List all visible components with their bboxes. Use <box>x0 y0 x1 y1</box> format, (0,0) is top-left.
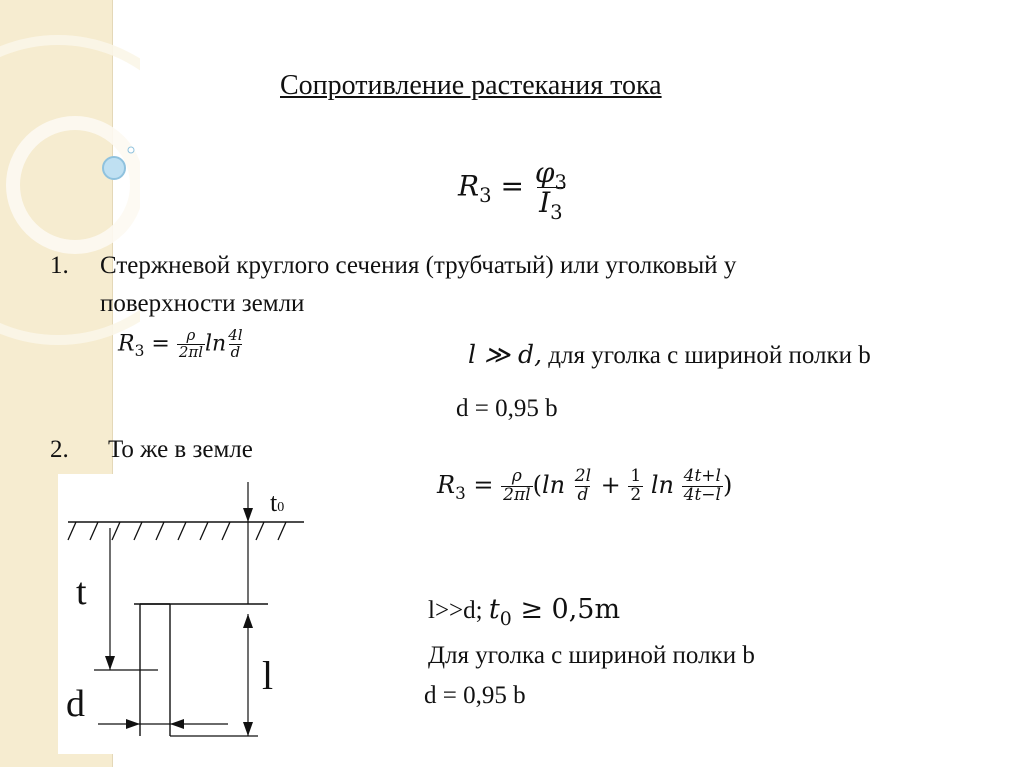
item-2-formula-ln2-num: 4t+l <box>683 466 721 486</box>
item-1-condition <box>468 340 871 370</box>
item-1-formula-num: ρ <box>186 326 196 344</box>
item-2-note-line2: d = 0,95 b <box>424 682 526 709</box>
ground-hatching <box>68 522 286 540</box>
item-1-formula-ln-den: d <box>230 342 241 361</box>
item-1-formula-lhs: R <box>118 331 135 357</box>
item-1-formula-den: 2πl <box>178 342 204 361</box>
main-formula-lhs-sub: 3 <box>479 184 492 208</box>
item-2-formula <box>437 468 732 505</box>
main-formula-num-sub: 3 <box>554 170 567 194</box>
item-2-condition <box>428 594 621 630</box>
item-2-formula-lhs: R <box>437 470 456 499</box>
item-2-formula-ln1: ln <box>541 470 566 499</box>
t-arrow-icon <box>105 656 115 670</box>
item-1-formula-fraction <box>177 328 205 361</box>
item-2-formula-ln2-den: 4t−l <box>683 484 721 505</box>
item-2-formula-num: ρ <box>511 466 522 486</box>
item-2-note-line1: Для уголка с шириной полки b <box>428 642 755 669</box>
item-2-formula-ln1-num: 2l <box>574 466 592 486</box>
item-2-formula-open-paren: ( <box>532 470 542 499</box>
label-t0: t0 <box>270 488 285 517</box>
d-arrow-left-icon <box>126 719 140 729</box>
item-2-condition-var: t <box>488 594 500 625</box>
item-2-text: То же в земле <box>108 436 253 463</box>
electrode-diagram-svg <box>58 474 304 754</box>
item-2-condition-prefix: l>>d; <box>428 597 483 624</box>
item-2-formula-half <box>628 468 643 505</box>
main-formula-fraction <box>533 156 569 225</box>
item-2-formula-half-num: 1 <box>630 466 642 486</box>
main-formula-lhs: R <box>458 169 480 203</box>
item-2-formula-eq: = <box>473 470 494 499</box>
item-1-text-line2: поверхности земли <box>100 290 305 317</box>
item-2-formula-close-paren: ) <box>723 470 733 499</box>
item-2-formula-ln2-fraction <box>682 468 723 505</box>
l-arrow-top-icon <box>243 614 253 628</box>
item-2-formula-ln2: ln <box>650 470 675 499</box>
item-2-formula-half-den: 2 <box>630 484 642 505</box>
item-2-formula-plus: + <box>600 470 621 499</box>
item-1-note: d = 0,95 b <box>456 395 558 422</box>
item-1-condition-text: для уголка с шириной полки b <box>548 342 871 369</box>
label-l: l <box>262 653 274 698</box>
main-formula-den: I <box>539 186 551 220</box>
item-2-condition-rest: ≥ 0,5m <box>520 594 621 625</box>
item-2-formula-lhs-sub: 3 <box>455 482 466 503</box>
label-t: t <box>76 571 87 613</box>
main-formula: $R_3$ = $\frac{\varphi_3}{I_3}$ <box>458 156 567 225</box>
item-1-formula-ln-fraction <box>226 328 244 361</box>
item-1-formula-ln-num: 4l <box>228 326 243 344</box>
item-1-formula-lhs-sub: 3 <box>134 341 145 360</box>
item-1-formula-ln: ln <box>205 331 227 357</box>
slide-title: Сопротивление растекания тока <box>280 70 662 101</box>
main-formula-den-sub: 3 <box>550 201 563 225</box>
item-1-number: 1. <box>50 252 69 279</box>
item-1-text-line1: Стержневой круглого сечения (трубчатый) или уголковый у <box>100 252 737 279</box>
item-2-condition-var-sub: 0 <box>499 607 512 630</box>
bubble-small-icon <box>128 147 134 153</box>
item-2-formula-ln1-den: d <box>577 484 589 505</box>
item-1-formula <box>118 328 245 361</box>
t0-arrow-icon <box>243 508 253 522</box>
main-formula-num: φ <box>534 156 555 189</box>
label-d: d <box>66 683 85 725</box>
item-2-formula-den: 2πl <box>503 484 531 505</box>
electrode-diagram <box>58 474 304 754</box>
item-2-formula-fraction <box>501 468 532 505</box>
l-arrow-bottom-icon <box>243 722 253 736</box>
item-1-formula-eq: = <box>151 331 170 357</box>
item-1-condition-math: l ≫ d, <box>468 340 543 369</box>
d-arrow-right-icon <box>170 719 184 729</box>
item-2-number: 2. <box>50 436 69 463</box>
item-2-formula-ln1-fraction <box>573 468 593 505</box>
bubble-large-icon <box>103 157 125 179</box>
